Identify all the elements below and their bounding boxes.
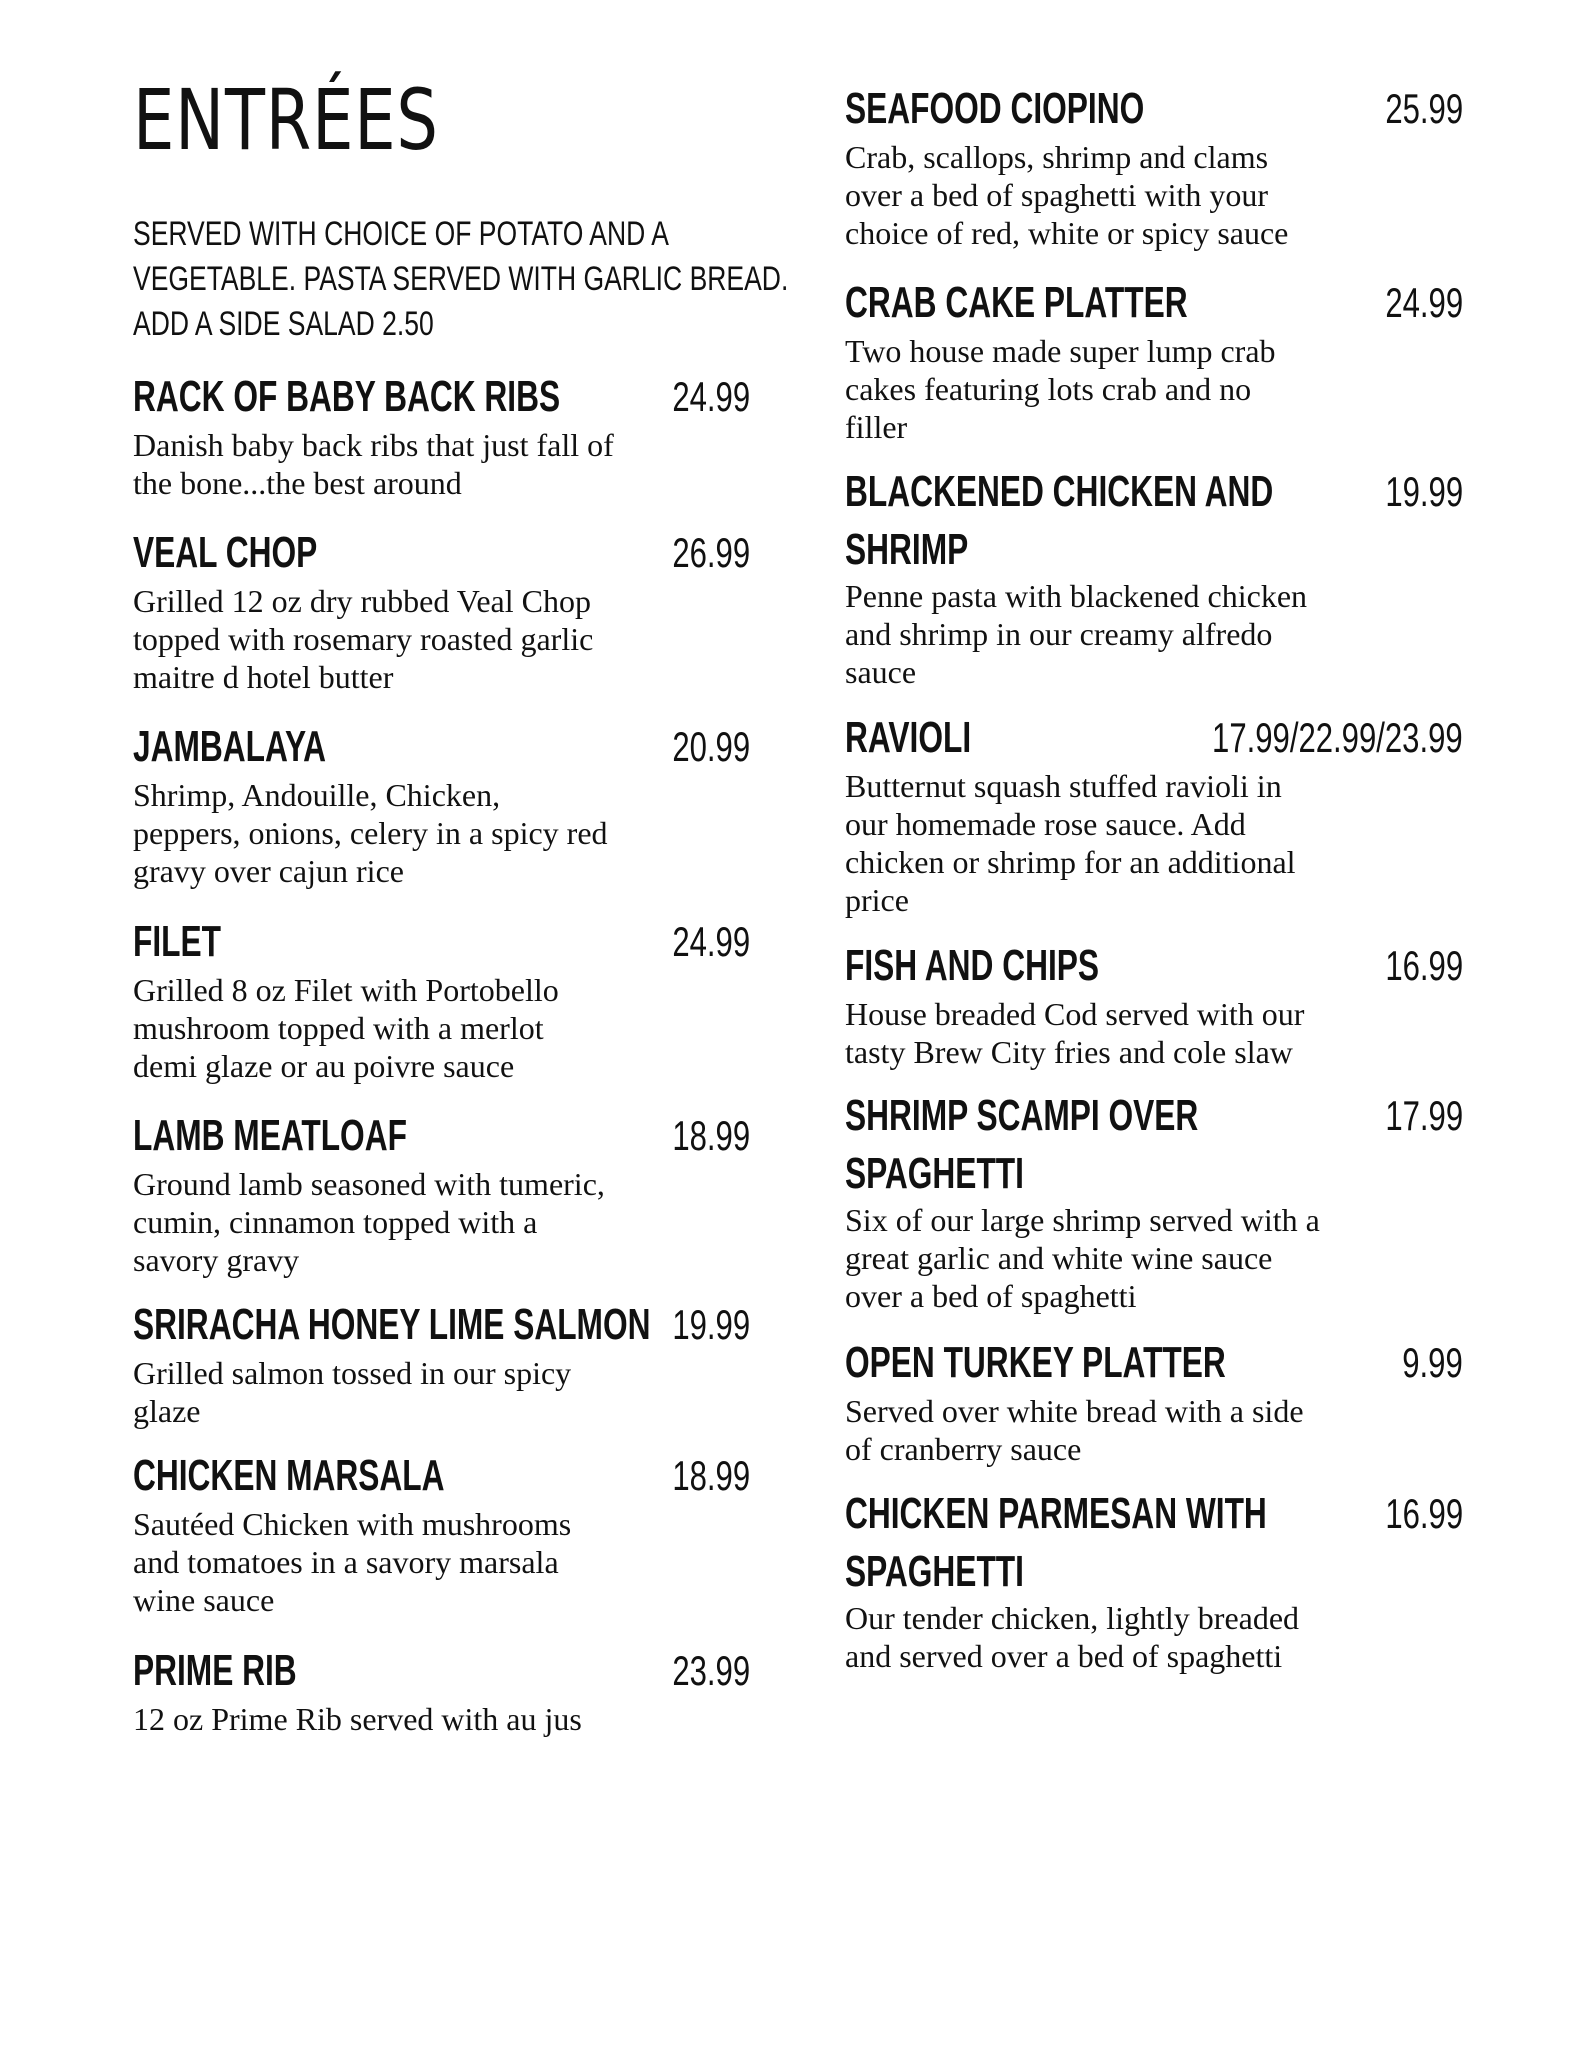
item-price: 24.99 xyxy=(672,373,750,420)
item-description-line: cakes featuring lots crab and no xyxy=(845,371,1252,407)
menu-item xyxy=(133,1107,750,1279)
item-description-line: Danish baby back ribs that just fall of xyxy=(133,427,614,463)
item-name: CHICKEN PARMESAN WITH xyxy=(845,1489,1267,1538)
item-description xyxy=(845,332,1463,446)
item-description-line: peppers, onions, celery in a spicy red xyxy=(133,815,608,851)
item-price: 18.99 xyxy=(672,1452,750,1499)
item-description-line: price xyxy=(845,882,909,918)
intro-line: VEGETABLE. PASTA SERVED WITH GARLIC BREAD. xyxy=(133,260,789,298)
item-description-line: Shrimp, Andouille, Chicken, xyxy=(133,777,501,813)
menu-item xyxy=(845,937,1463,1071)
item-description xyxy=(845,1201,1463,1315)
item-name: RAVIOLI xyxy=(845,713,972,762)
item-description-line: topped with rosemary roasted garlic xyxy=(133,621,594,657)
item-price: 25.99 xyxy=(1385,85,1463,132)
item-description-line: over a bed of spaghetti with your xyxy=(845,177,1268,213)
item-description-line: the bone...the best around xyxy=(133,465,462,501)
item-description-line: Grilled 12 oz dry rubbed Veal Chop xyxy=(133,583,591,619)
item-description-line: House breaded Cod served with our xyxy=(845,996,1305,1032)
item-description-line: mushroom topped with a merlot xyxy=(133,1010,544,1046)
item-description xyxy=(133,776,750,890)
item-price: 19.99 xyxy=(672,1301,750,1348)
item-description-line: and shrimp in our creamy alfredo xyxy=(845,616,1273,652)
menu-item xyxy=(845,1485,1463,1675)
item-description-line: over a bed of spaghetti xyxy=(845,1278,1137,1314)
item-description-line: gravy over cajun rice xyxy=(133,853,404,889)
item-description-line: wine sauce xyxy=(133,1582,275,1618)
item-description xyxy=(133,426,750,502)
menu-item xyxy=(133,1642,750,1738)
item-description xyxy=(845,577,1463,691)
page-title: ENTRÉES xyxy=(133,71,439,169)
item-name: JAMBALAYA xyxy=(133,722,327,771)
item-name: SHRIMP SCAMPI OVER xyxy=(845,1091,1199,1140)
item-name: SHRIMP xyxy=(845,525,969,574)
item-price: 16.99 xyxy=(1385,942,1463,989)
menu-item xyxy=(133,524,750,696)
item-description-line: Two house made super lump crab xyxy=(845,333,1276,369)
item-description-line: and tomatoes in a savory marsala xyxy=(133,1544,559,1580)
item-description-line: sauce xyxy=(845,654,917,690)
item-description-line: Ground lamb seasoned with tumeric, xyxy=(133,1166,605,1202)
menu-item xyxy=(845,463,1463,691)
item-description xyxy=(133,971,750,1085)
menu-item xyxy=(133,368,750,502)
item-description-line: Served over white bread with a side xyxy=(845,1393,1304,1429)
item-description-line: and served over a bed of spaghetti xyxy=(845,1638,1283,1674)
item-price: 26.99 xyxy=(672,529,750,576)
item-name: OPEN TURKEY PLATTER xyxy=(845,1338,1226,1387)
item-description-line: Penne pasta with blackened chicken xyxy=(845,578,1308,614)
item-description xyxy=(845,767,1463,919)
item-name: SPAGHETTI xyxy=(845,1547,1024,1596)
item-description-line: Butternut squash stuffed ravioli in xyxy=(845,768,1282,804)
intro-line: SERVED WITH CHOICE OF POTATO AND A xyxy=(133,215,669,253)
item-description xyxy=(845,138,1463,252)
item-description-line: glaze xyxy=(133,1393,201,1429)
item-description-line: savory gravy xyxy=(133,1242,300,1278)
item-name: RACK OF BABY BACK RIBS xyxy=(133,372,561,421)
item-description-line: Crab, scallops, shrimp and clams xyxy=(845,139,1269,175)
item-name: VEAL CHOP xyxy=(133,528,318,577)
menu-item xyxy=(845,709,1463,919)
item-price: 20.99 xyxy=(672,723,750,770)
item-name: SEAFOOD CIOPINO xyxy=(845,84,1145,133)
item-description-line: chicken or shrimp for an additional xyxy=(845,844,1296,880)
item-description-line: great garlic and white wine sauce xyxy=(845,1240,1273,1276)
item-price: 16.99 xyxy=(1385,1490,1463,1537)
item-description-line: maitre d hotel butter xyxy=(133,659,394,695)
item-name: PRIME RIB xyxy=(133,1646,297,1695)
item-price: 24.99 xyxy=(1385,279,1463,326)
menu-item xyxy=(845,1334,1463,1468)
item-description-line: Sautéed Chicken with mushrooms xyxy=(133,1506,572,1542)
item-description xyxy=(133,1354,750,1430)
item-name: SPAGHETTI xyxy=(845,1149,1024,1198)
item-description-line: our homemade rose sauce. Add xyxy=(845,806,1246,842)
item-price: 9.99 xyxy=(1402,1339,1463,1386)
menu-item xyxy=(133,1447,750,1619)
item-description-line: Grilled 8 oz Filet with Portobello xyxy=(133,972,559,1008)
menu-item xyxy=(845,274,1463,446)
item-price: 24.99 xyxy=(672,918,750,965)
item-name: FILET xyxy=(133,917,221,966)
menu-item xyxy=(133,718,750,890)
menu-item xyxy=(845,80,1463,252)
item-description-line: Our tender chicken, lightly breaded xyxy=(845,1600,1300,1636)
item-name: CHICKEN MARSALA xyxy=(133,1451,445,1500)
item-name: CRAB CAKE PLATTER xyxy=(845,278,1188,327)
item-description-line: Grilled salmon tossed in our spicy xyxy=(133,1355,572,1391)
item-description xyxy=(133,1700,750,1738)
item-name: SRIRACHA HONEY LIME SALMON xyxy=(133,1300,651,1349)
item-description-line: Six of our large shrimp served with a xyxy=(845,1202,1320,1238)
item-price: 17.99/22.99/23.99 xyxy=(1212,714,1463,761)
item-description-line: cumin, cinnamon topped with a xyxy=(133,1204,538,1240)
item-description-line: demi glaze or au poivre sauce xyxy=(133,1048,515,1084)
item-description-line: filler xyxy=(845,409,908,445)
menu-intro xyxy=(133,212,789,347)
item-description-line: tasty Brew City fries and cole slaw xyxy=(845,1034,1293,1070)
item-description xyxy=(845,1599,1463,1675)
menu-item xyxy=(845,1087,1463,1315)
item-price: 23.99 xyxy=(672,1647,750,1694)
item-name: FISH AND CHIPS xyxy=(845,941,1100,990)
item-description xyxy=(133,582,750,696)
item-description xyxy=(133,1165,750,1279)
item-description xyxy=(845,995,1463,1071)
item-price: 18.99 xyxy=(672,1112,750,1159)
item-name: LAMB MEATLOAF xyxy=(133,1111,407,1160)
item-description-line: of cranberry sauce xyxy=(845,1431,1082,1467)
item-description-line: choice of red, white or spicy sauce xyxy=(845,215,1289,251)
menu-item xyxy=(133,1296,750,1430)
item-description-line: 12 oz Prime Rib served with au jus xyxy=(133,1701,582,1737)
menu-item xyxy=(133,913,750,1085)
item-description xyxy=(133,1505,750,1619)
item-name: BLACKENED CHICKEN AND xyxy=(845,467,1274,516)
item-price: 19.99 xyxy=(1385,468,1463,515)
item-description xyxy=(845,1392,1463,1468)
intro-line: ADD A SIDE SALAD 2.50 xyxy=(133,305,434,343)
item-price: 17.99 xyxy=(1385,1092,1463,1139)
